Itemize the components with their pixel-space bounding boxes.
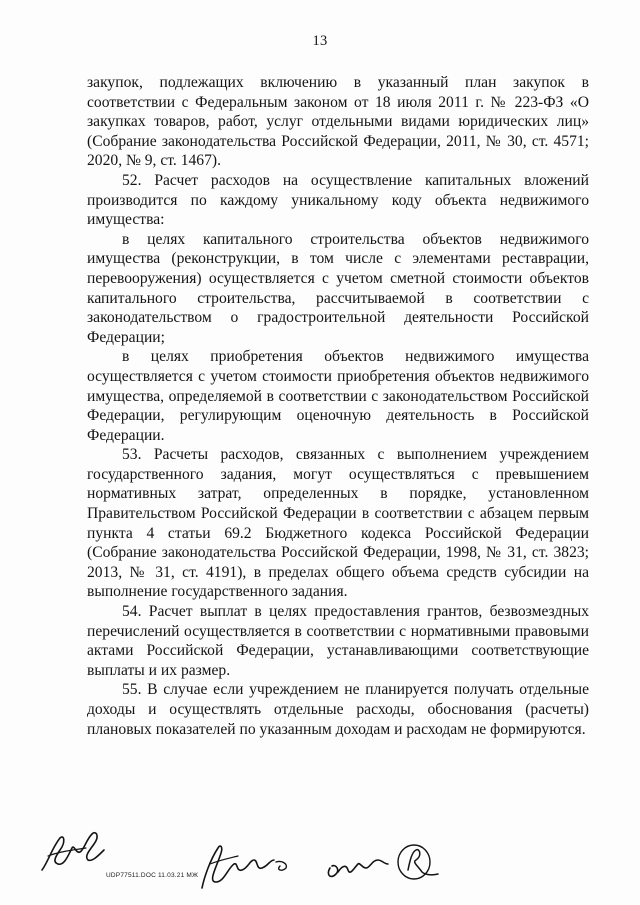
signature-3: [322, 844, 392, 884]
paragraph-52-acquisition: в целях приобретения объектов недвижимого имущества осуществляется с учетом стоимости приобретения объектов недвижимого имущества, определяемой в соответствии с законодательством Российской Федерации, регулирующим оценочную деятельность в Российской Федерации.: [87, 348, 589, 444]
paragraph-continuation: закупок, подлежащих включению в указанный план закупок в соответствии с Федеральным законом от 18 июля 2011 г. № 223-ФЗ «О закупках товаров, работ, услуг отдельными видами юридических лиц» (Собрание законодательства Российской Федерации, 2011, № 30, ст. 4571; 2020, № 9, ст. 1467).: [87, 74, 589, 170]
initials-signature-1: [38, 826, 108, 876]
paragraph-54: 54. Расчет выплат в целях предоставления грантов, безвозмездных перечислений осуществляется в соответствии с нормативными правовыми актами Российской Федерации, устанавливающими соответствующие выплаты и их размер.: [87, 603, 589, 679]
page-footer: [0, 800, 640, 905]
paragraph-55: 55. В случае если учреждением не планируется получать отдельные доходы и осуществлять отдельные расходы, обоснования (расчеты) плановых показателей по указанным доходам и расходам не формируются.: [87, 681, 589, 738]
paragraph-52: 52. Расчет расходов на осуществление капитальных вложений производится по каждому уникальному коду объекта недвижимого имущества:: [87, 171, 589, 229]
signature-2: [196, 838, 296, 898]
document-id: UDP77511.DOC 11.03.21 МЖ: [106, 872, 199, 879]
paragraph-52-construction: в целях капитального строительства объектов недвижимого имущества (реконструкции, в том числе с элементами реставрации, перевооружения) осуществляется с учетом сметной стоимости объектов капитального строительства, рассчитываемой в соответствии с законодательством о градостроительной деятельности Российской Федерации;: [87, 230, 589, 346]
circled-initial-signature: [392, 838, 442, 888]
page-number: 13: [312, 33, 328, 49]
paragraph-53: 53. Расчеты расходов, связанных с выполнением учреждением государственного задания, могут осуществляться с превышением нормативных затрат, определенных в порядке, установленном Правительством Российской Федерации в соответствии с абзацем первым пункта 4 статьи 69.2 Бюджетного кодекса Российской Федерации (Собрание законодательства Российской Федерации, 1998, № 31, ст. 3823; 2013, № 31, ст. 4191), в пределах общего объема средств субсидии на выполнение государственного задания.: [87, 446, 589, 601]
document-body: [87, 73, 589, 739]
